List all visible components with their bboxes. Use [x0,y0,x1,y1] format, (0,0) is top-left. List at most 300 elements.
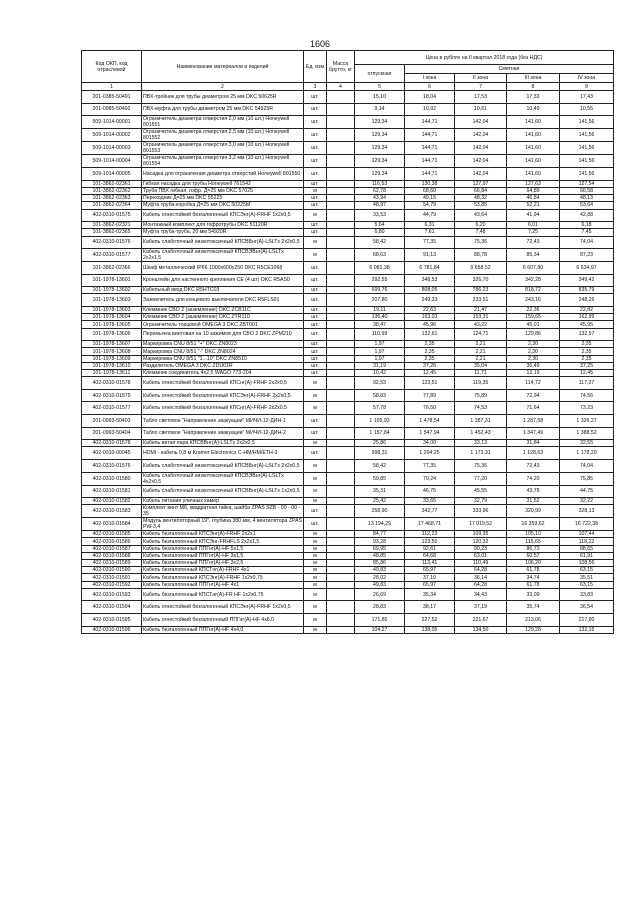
row-mass [327,129,355,142]
row-zone-2-price: 90,23 [455,545,507,552]
table-row [82,155,614,168]
row-zone-1-price: 144,71 [405,129,455,142]
row-mass [327,314,355,321]
table-row [82,91,614,104]
row-zone-3-price: 61,78 [507,567,560,574]
row-zone-3-price: 41,94 [507,209,560,222]
row-unit: м [304,560,327,567]
row-mass [327,307,355,314]
row-name: Кабель питания уличных камер [142,498,304,505]
header-zone-1: I зона [405,74,455,83]
row-mass [327,294,355,307]
row-zone-3-price: 129,86 [507,328,560,341]
row-unit: шт. [304,180,327,187]
row-name: Муфта труба-труба, 20 мм 54920R [142,229,304,236]
row-zone-1-price: 1 204,25 [405,447,455,460]
row-mass [327,274,355,287]
row-code: 101-1978-13606 [82,328,142,341]
row-zone-3-price: 159,65 [507,314,560,321]
row-name: Клеммник соединитель 4x2,5 WAGO 773-204 [142,369,304,376]
row-wholesale-price: 69,95 [355,545,405,552]
row-mass [327,574,355,581]
row-zone-4-price: 108,56 [560,560,614,567]
table-row [82,389,614,402]
row-unit: шт. [304,168,327,181]
row-zone-3-price: 7,25 [507,229,560,236]
row-zone-2-price: 1 387,31 [455,414,507,427]
row-wholesale-price: 33,53 [355,209,405,222]
row-zone-4-price: 42,88 [560,209,614,222]
row-name: Кабель безгалогенный ППГнг(А)-HF 4x4,0 [142,626,304,633]
row-code: 402-0310-01585 [82,531,142,538]
table-row [82,601,614,614]
row-zone-4-price: 2,35 [560,355,614,362]
row-zone-2-price: 142,04 [455,155,507,168]
table-row [82,485,614,498]
row-wholesale-price: 25,86 [355,440,405,447]
row-wholesale-price: 43,94 [355,195,405,202]
row-zone-4-price: 10,55 [560,103,614,116]
row-zone-4-price: 32,55 [560,440,614,447]
row-mass [327,168,355,181]
row-name: Клеммник CBO 2 (заземление) DKC ZTR110 [142,314,304,321]
row-zone-3-price: 31,84 [507,440,560,447]
row-zone-1-price: 79,24 [405,472,455,485]
row-zone-4-price: 66,58 [560,187,614,194]
row-code: 509-1014-00003 [82,142,142,155]
row-name: Кабель огнестойкий безгалогенный КПСнг(А)-FRHF 2x2x0,5 [142,377,304,390]
row-mass [327,180,355,187]
row-zone-1-price: 64,68 [405,552,455,559]
row-wholesale-price: 292,55 [355,274,405,287]
row-mass [327,187,355,194]
row-zone-1-price: 144,71 [405,116,455,129]
row-code: 402-0310-01581 [82,485,142,498]
row-zone-4-price: 44,75 [560,485,614,498]
header-zone-4: IV зона [560,74,614,83]
row-mass [327,236,355,249]
row-unit: м [304,187,327,194]
row-mass [327,626,355,633]
row-zone-3-price: 33,09 [507,588,560,601]
row-wholesale-price: 129,34 [355,129,405,142]
row-name: Кабель безгалогенный КПСТнг(А)-FRHF 4x1 [142,567,304,574]
row-zone-4-price: 88,65 [560,545,614,552]
row-zone-1-price: 6,31 [405,222,455,229]
row-unit: м [304,472,327,485]
row-name: Ограничитель торцевой OMEGA 3 DKC ZBT001 [142,321,304,328]
row-zone-4-price: 141,56 [560,168,614,181]
row-wholesale-price: 104,27 [355,626,405,633]
row-mass [327,91,355,104]
row-mass [327,369,355,376]
column-number: 3 [304,83,327,91]
row-zone-1-price: 342,77 [405,505,455,518]
row-zone-3-price: 34,74 [507,574,560,581]
table-row [82,567,614,574]
row-code: 402-0310-01577 [82,402,142,415]
table-row [82,341,614,348]
row-zone-1-price: 2,35 [405,341,455,348]
row-code: 402-0310-01596 [82,626,142,633]
row-zone-4-price: 74,04 [560,236,614,249]
row-mass [327,362,355,369]
row-zone-1-price: 35,34 [405,588,455,601]
row-mass [327,355,355,362]
row-zone-3-price: 129,28 [507,626,560,633]
table-row [82,402,614,415]
column-number-row [82,83,614,91]
row-unit: шт. [304,274,327,287]
row-zone-2-price: 11,71 [455,369,507,376]
row-unit: м [304,485,327,498]
row-unit: м [304,567,327,574]
row-mass [327,389,355,402]
row-zone-2-price: 221,67 [455,613,507,626]
row-wholesale-price: 59,85 [355,472,405,485]
row-name: Монтажный комплект для гофротрубы DKC 51120R [142,222,304,229]
row-zone-4-price: 32,22 [560,498,614,505]
row-code: 402-0310-01592 [82,581,142,588]
row-mass [327,222,355,229]
row-code: 402-0310-01586 [82,538,142,545]
row-code: 101-3862-02365 [82,229,142,236]
row-wholesale-price: 84,77 [355,531,405,538]
row-zone-3-price: 52,21 [507,202,560,209]
row-name: Маркировка CNU 8/51 "1...10" DKC ZN8510 [142,355,304,362]
row-unit: м [304,459,327,472]
row-zone-1-price: 49,15 [405,195,455,202]
row-zone-2-price: 21,47 [455,307,507,314]
row-code: 509-1014-00001 [82,116,142,129]
row-zone-1-price: 144,71 [405,155,455,168]
row-zone-4-price: 132,15 [560,626,614,633]
row-zone-4-price: 6,18 [560,222,614,229]
row-code: 402-0310-01577 [82,249,142,262]
row-name: Переходник Д=25 мм DKC 55225 [142,195,304,202]
row-unit: м [304,601,327,614]
row-zone-2-price: 786,23 [455,287,507,294]
row-mass [327,402,355,415]
row-code: 101-3862-02366 [82,262,142,275]
row-zone-2-price: 75,36 [455,459,507,472]
row-unit: м [304,613,327,626]
row-zone-2-price: 66,84 [455,187,507,194]
row-zone-2-price: 109,35 [455,531,507,538]
row-wholesale-price: 129,34 [355,116,405,129]
row-mass [327,567,355,574]
row-zone-3-price: 320,99 [507,505,560,518]
row-zone-4-price: 349,42 [560,274,614,287]
row-name: Кабель слаботочный низкотоксичный КПСВЭВнг(А)-LSLTx 2x2x1,5 [142,249,304,262]
row-zone-1-price: 76,50 [405,402,455,415]
row-zone-4-price: 53,64 [560,202,614,209]
row-unit: шт. [304,321,327,328]
row-zone-3-price: 71,64 [507,402,560,415]
row-zone-1-price: 144,71 [405,168,455,181]
row-mass [327,472,355,485]
row-zone-1-price: 2,35 [405,348,455,355]
row-mass [327,321,355,328]
row-name: Разделитель OMEGA 3 DKC ZDU01R [142,362,304,369]
row-zone-3-price: 43,78 [507,485,560,498]
row-unit: шт. [304,314,327,321]
row-mass [327,505,355,518]
row-wholesale-price: 1,97 [355,348,405,355]
row-zone-2-price: 110,49 [455,560,507,567]
row-zone-2-price: 48,32 [455,195,507,202]
row-zone-1-price: 132,61 [405,328,455,341]
row-code: 402-0310-01575 [82,209,142,222]
row-zone-2-price: 127,97 [455,180,507,187]
table-row [82,287,614,294]
row-code: 402-0310-00045 [82,447,142,460]
column-number: 6 [405,83,455,91]
row-wholesale-price: 35,31 [355,485,405,498]
row-zone-1-price: 68,60 [405,187,455,194]
row-zone-2-price: 2,21 [455,341,507,348]
row-wholesale-price: 1,97 [355,341,405,348]
row-zone-4-price: 107,44 [560,531,614,538]
row-code: 402-0310-01591 [82,574,142,581]
row-mass [327,601,355,614]
row-mass [327,427,355,440]
row-unit: шт. [304,427,327,440]
row-zone-3-price: 74,20 [507,472,560,485]
row-zone-3-price: 86,73 [507,545,560,552]
row-zone-3-price: 2,30 [507,355,560,362]
row-zone-3-price: 115,65 [507,538,560,545]
row-mass [327,588,355,601]
row-wholesale-price: 699,76 [355,287,405,294]
row-mass [327,459,355,472]
row-unit: шт. [304,341,327,348]
row-code: 402-0310-01587 [82,545,142,552]
row-zone-1-price: 348,53 [405,274,455,287]
row-zone-3-price: 105,10 [507,531,560,538]
row-name: Кабель безгалогенный ППГнг(А)-HF 5x1,5 [142,545,304,552]
row-code: 509-1014-00005 [82,168,142,181]
table-row [82,447,614,460]
row-name: HDMI - кабель 0,8 м Kramer Electronics C-HM/HM/ETH-3 [142,447,304,460]
row-zone-3-price: 31,52 [507,498,560,505]
row-code: 402-0310-01578 [82,377,142,390]
row-code: 101-1978-13605 [82,321,142,328]
table-row [82,531,614,538]
row-zone-4-price: 1 326,27 [560,414,614,427]
row-zone-4-price: 16 722,38 [560,518,614,531]
row-zone-2-price: 1 452,43 [455,427,507,440]
row-zone-2-price: 75,89 [455,389,507,402]
table-row [82,222,614,229]
row-unit: шт. [304,447,327,460]
table-row [82,187,614,194]
row-zone-3-price: 342,28 [507,274,560,287]
row-wholesale-price: 5,64 [355,222,405,229]
row-zone-4-price: 117,27 [560,377,614,390]
row-name: Кабель огнестойкий безгалогенный КПСнг(А)-FRHF 2x2x0,5 [142,402,304,415]
table-row [82,195,614,202]
row-code: 101-1978-13610 [82,362,142,369]
row-wholesale-price: 116,53 [355,180,405,187]
table-row [82,538,614,545]
row-zone-2-price: 134,50 [455,626,507,633]
row-zone-2-price: 2,21 [455,355,507,362]
column-number: 5 [355,83,405,91]
column-number: 9 [560,83,614,91]
row-wholesale-price: 19,11 [355,307,405,314]
row-zone-4-price: 2,35 [560,348,614,355]
row-zone-2-price: 233,51 [455,294,507,307]
row-zone-3-price: 35,74 [507,601,560,614]
row-zone-2-price: 153,31 [455,314,507,321]
row-unit: шт. [304,369,327,376]
row-zone-2-price: 88,78 [455,249,507,262]
row-zone-2-price: 63,01 [455,552,507,559]
table-row [82,626,614,633]
row-zone-3-price: 16 359,62 [507,518,560,531]
row-zone-1-price: 37,10 [405,574,455,581]
row-zone-1-price: 6 781,84 [405,262,455,275]
row-zone-1-price: 38,17 [405,601,455,614]
row-wholesale-price: 92,53 [355,377,405,390]
table-row [82,314,614,321]
row-code: 101-3862-02361 [82,180,142,187]
row-wholesale-price: 171,85 [355,613,405,626]
row-name: Кабель безгалогенный КПСЭнг(А)-FRHF 1x2x0,75 [142,574,304,581]
row-zone-4-price: 45,95 [560,321,614,328]
header-price-group: Цена в рублях на II квартал 2018 года (без НДС) [355,51,614,65]
row-zone-2-price: 17 019,52 [455,518,507,531]
row-wholesale-price: 58,42 [355,236,405,249]
row-unit: м [304,236,327,249]
row-mass [327,414,355,427]
row-zone-4-price: 328,13 [560,505,614,518]
column-number: 2 [142,83,304,91]
row-wholesale-price: 49,83 [355,567,405,574]
header-zone-2: II зона [455,74,507,83]
row-unit: м [304,440,327,447]
row-zone-1-price: 77,89 [405,389,455,402]
row-unit: шт. [304,307,327,314]
row-wholesale-price: 48,97 [355,202,405,209]
row-zone-3-price: 45,01 [507,321,560,328]
row-zone-1-price: 18,04 [405,91,455,104]
table-row [82,328,614,341]
row-code: 402-0310-01594 [82,601,142,614]
row-wholesale-price: 28,02 [355,574,405,581]
row-code: 402-0310-01590 [82,567,142,574]
row-name: Кабель слаботочный низкотоксичный КПСВЭВнг(А)-LSLTx 4x2x0,5 [142,472,304,485]
row-zone-4-price: 127,54 [560,180,614,187]
row-zone-3-price: 10,49 [507,103,560,116]
row-name: Кабель безгалогенный КПСЭнг(А)-FRHF 2x2x1 [142,531,304,538]
row-name: Перемычка винтовая на 10 зажимов для CBO 2 DKC ZPM210 [142,328,304,341]
column-number: 4 [327,83,355,91]
row-zone-2-price: 326,70 [455,274,507,287]
row-code: 101-1978-13602 [82,287,142,294]
row-unit: шт. [304,195,327,202]
table-row [82,459,614,472]
row-zone-2-price: 53,85 [455,202,507,209]
row-unit: шт. [304,103,327,116]
row-unit: шт. [304,294,327,307]
row-zone-3-price: 114,72 [507,377,560,390]
row-zone-2-price: 6,20 [455,222,507,229]
row-zone-1-price: 34,00 [405,440,455,447]
row-zone-1-price: 54,79 [405,202,455,209]
header-zone-3: III зона [507,74,560,83]
row-unit: м [304,377,327,390]
row-name: Кабель огнестойкий безгалогенный КПСЭнг(А)-FRHF 1x2x0,5 [142,209,304,222]
row-unit: м [304,581,327,588]
row-zone-3-price: 22,36 [507,307,560,314]
row-unit: м [304,498,327,505]
row-name: Кабель безгалогенный ППГнг(А)-HF 4x1 [142,581,304,588]
row-zone-2-price: 77,20 [455,472,507,485]
row-zone-4-price: 217,80 [560,613,614,626]
row-zone-1-price: 138,05 [405,626,455,633]
row-wholesale-price: 9,14 [355,103,405,116]
row-mass [327,485,355,498]
row-code: 101-1978-13609 [82,355,142,362]
row-zone-4-price: 1 388,52 [560,427,614,440]
table-row [82,377,614,390]
row-zone-4-price: 12,45 [560,369,614,376]
row-zone-2-price: 45,55 [455,485,507,498]
row-zone-3-price: 243,16 [507,294,560,307]
row-mass [327,348,355,355]
row-code: 101-3862-02321 [82,222,142,229]
row-mass [327,328,355,341]
row-mass [327,103,355,116]
row-unit: шт. [304,222,327,229]
row-name: Заземлитель для концевого выключателя DKC R5FLS01 [142,294,304,307]
row-wholesale-price: 85,86 [355,560,405,567]
row-zone-4-price: 1 178,20 [560,447,614,460]
row-code: 101-3862-02364 [82,202,142,209]
row-wholesale-price: 1,97 [355,355,405,362]
row-wholesale-price: 136,40 [355,314,405,321]
row-unit: м [304,531,327,538]
row-zone-1-price: 112,23 [405,531,455,538]
row-wholesale-price: 49,83 [355,581,405,588]
row-wholesale-price: 26,69 [355,588,405,601]
row-wholesale-price: 15,10 [355,91,405,104]
table-row [82,236,614,249]
row-zone-1-price: 123,50 [405,538,455,545]
row-wholesale-price: 25,42 [355,498,405,505]
row-zone-1-price: 77,35 [405,236,455,249]
row-mass [327,440,355,447]
row-zone-4-price: 248,26 [560,294,614,307]
row-zone-1-price: 46,75 [405,485,455,498]
row-unit: м [304,574,327,581]
row-name: Комплект винт М6, квадратная гайка, шайба ZPAS SZB - 00 - 00 - 35 [142,505,304,518]
row-zone-1-price: 227,52 [405,613,455,626]
row-code: 402-0310-01576 [82,459,142,472]
row-zone-3-price: 85,34 [507,249,560,262]
row-zone-2-price: 119,35 [455,377,507,390]
row-unit: шт. [304,518,327,531]
table-row [82,613,614,626]
table-row [82,574,614,581]
row-name: Кабель безгалогенный ППГнг(А)-HF 3x1,5 [142,552,304,559]
row-zone-2-price: 124,71 [455,328,507,341]
column-number: 7 [455,83,507,91]
row-zone-3-price: 2,30 [507,341,560,348]
table-row [82,249,614,262]
